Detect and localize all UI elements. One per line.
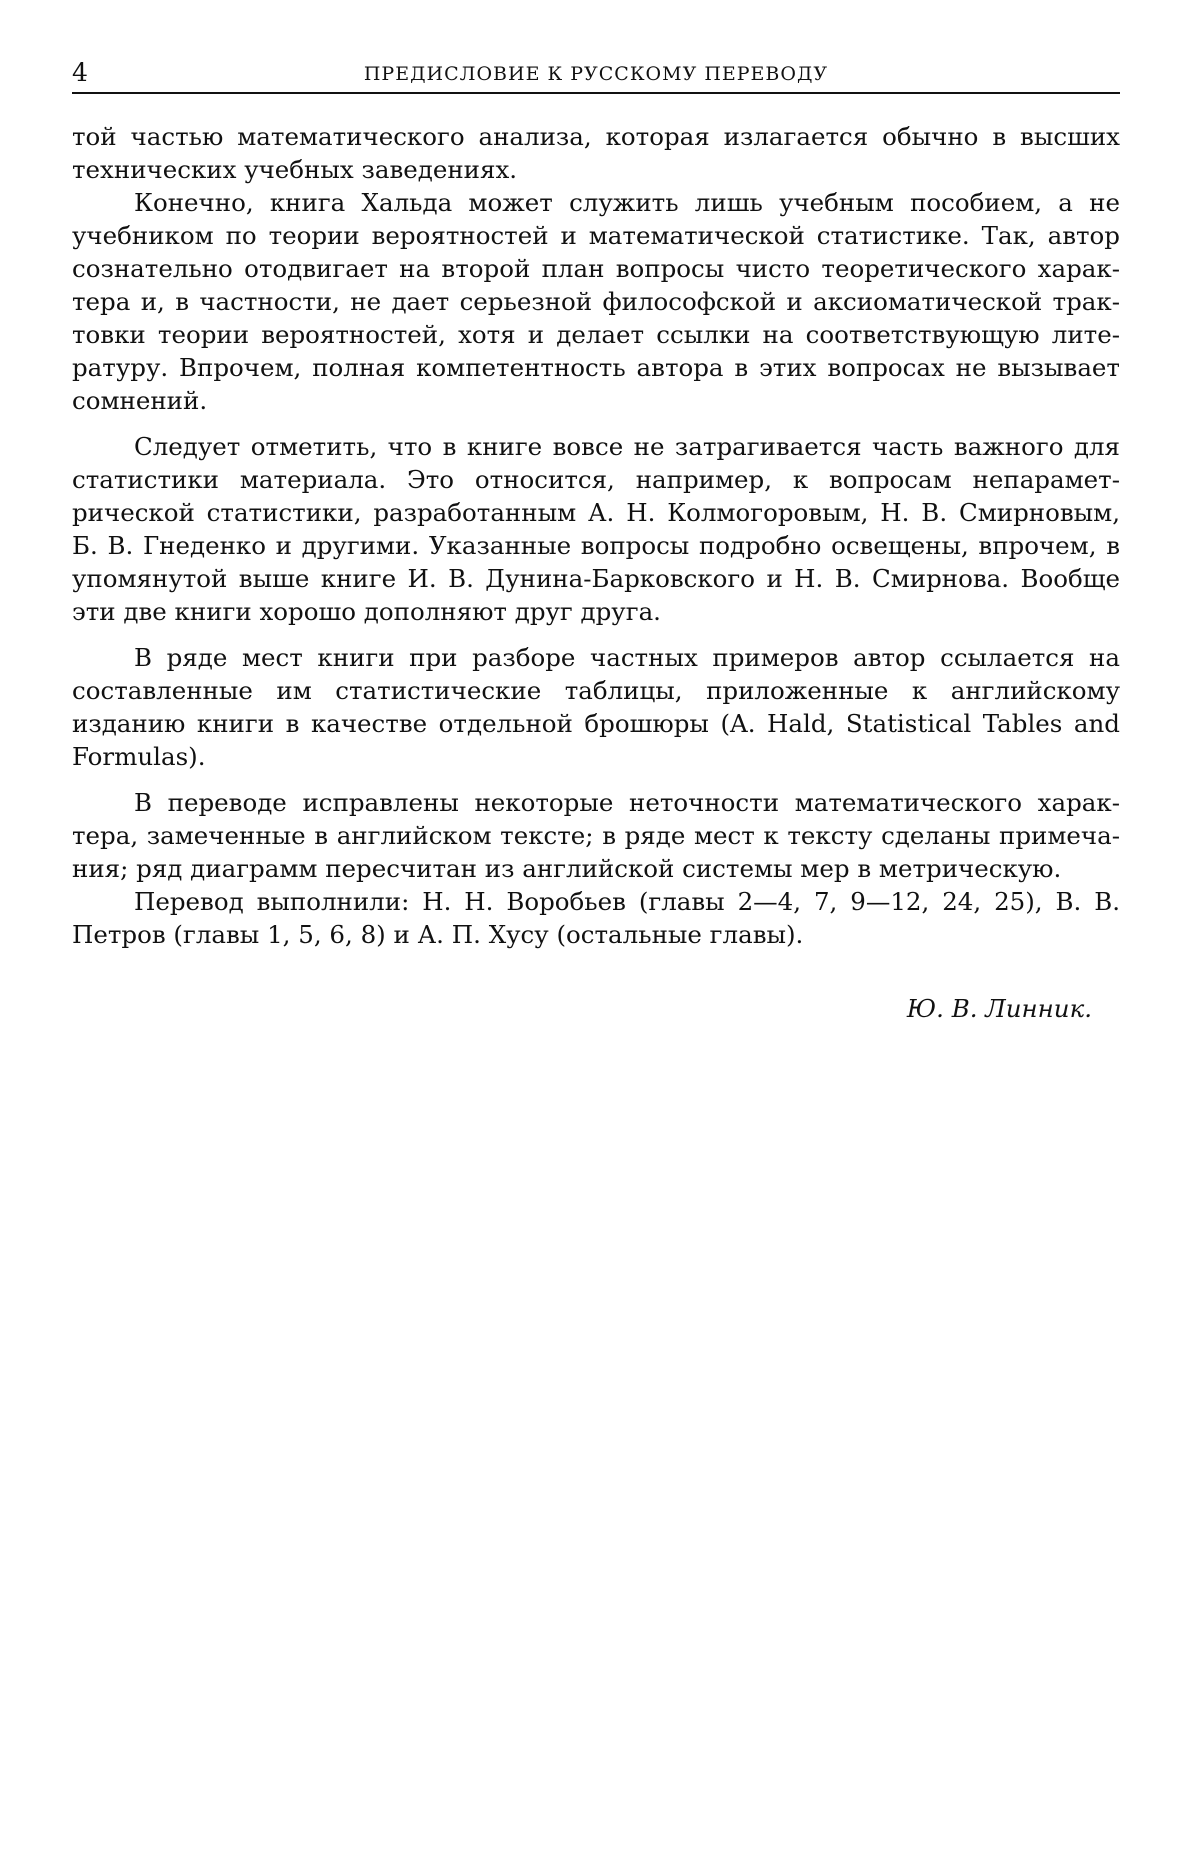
paragraph-translators: Перевод выполнили: Н. Н. Воробьев (главы 2—4, 7, 9—12, 24, 25), В. В. Петров (главы 1, 5, 6, 8) и А. П. Хусу (остальные главы). — [72, 887, 1120, 949]
paragraph-statistical-tables: В ряде мест книги при разборе частных примеров автор ссылается на составленные им статистические таблицы, приложенные к английскому изданию книги в качестве отдельной брошюры (A. Hald, Statistical Tables and Formulas). — [72, 643, 1120, 771]
running-title: ПРЕДИСЛОВИЕ К РУССКОМУ ПЕРЕВОДУ — [363, 63, 829, 85]
paragraph-corrections: В переводе исправлены некоторые неточности математического характера, замеченные в английском тексте; в ряде мест к тексту сделаны примечания; ряд диаграмм пересчитан из английской системы мер в метрическую. — [72, 788, 1120, 883]
page-number: 4 — [72, 58, 88, 87]
author-signature: Ю. В. Линник. — [906, 994, 1092, 1023]
running-head — [72, 58, 1120, 94]
document-body — [72, 120, 1120, 951]
paragraph-omitted-material: Следует отметить, что в книге вовсе не затрагивается часть важного для статистики материала. Это относится, например, к вопросам непараметрической статистики, разработанным А. Н. Колмогоровым, Н. В. Смирновым, Б. В. Гнеденко и другими. Указанные вопросы подробно освещены, впрочем, в упомянутой выше книге И. В. Дунина-Барковского и Н. В. Смирнова. Вообще эти две книги хорошо дополняют друг друга. — [72, 432, 1120, 626]
paragraph-continuation: той частью математического анализа, которая излагается обычно в высших технических учебных заведениях. — [72, 122, 1120, 184]
document-page — [72, 58, 1120, 1025]
paragraph-book-purpose: Конечно, книга Хальда может служить лишь учебным пособием, а не учебником по теории вероятностей и математической статистике. Так, автор сознательно отодвигает на второй план вопросы чисто теоретического характера и, в частности, не дает серьезной философской и аксиоматической трактовки теории вероятностей, хотя и делает ссылки на соответствующую литературу. Впрочем, полная компетентность автора в этих вопросах не вызывает сомнений. — [72, 188, 1120, 415]
